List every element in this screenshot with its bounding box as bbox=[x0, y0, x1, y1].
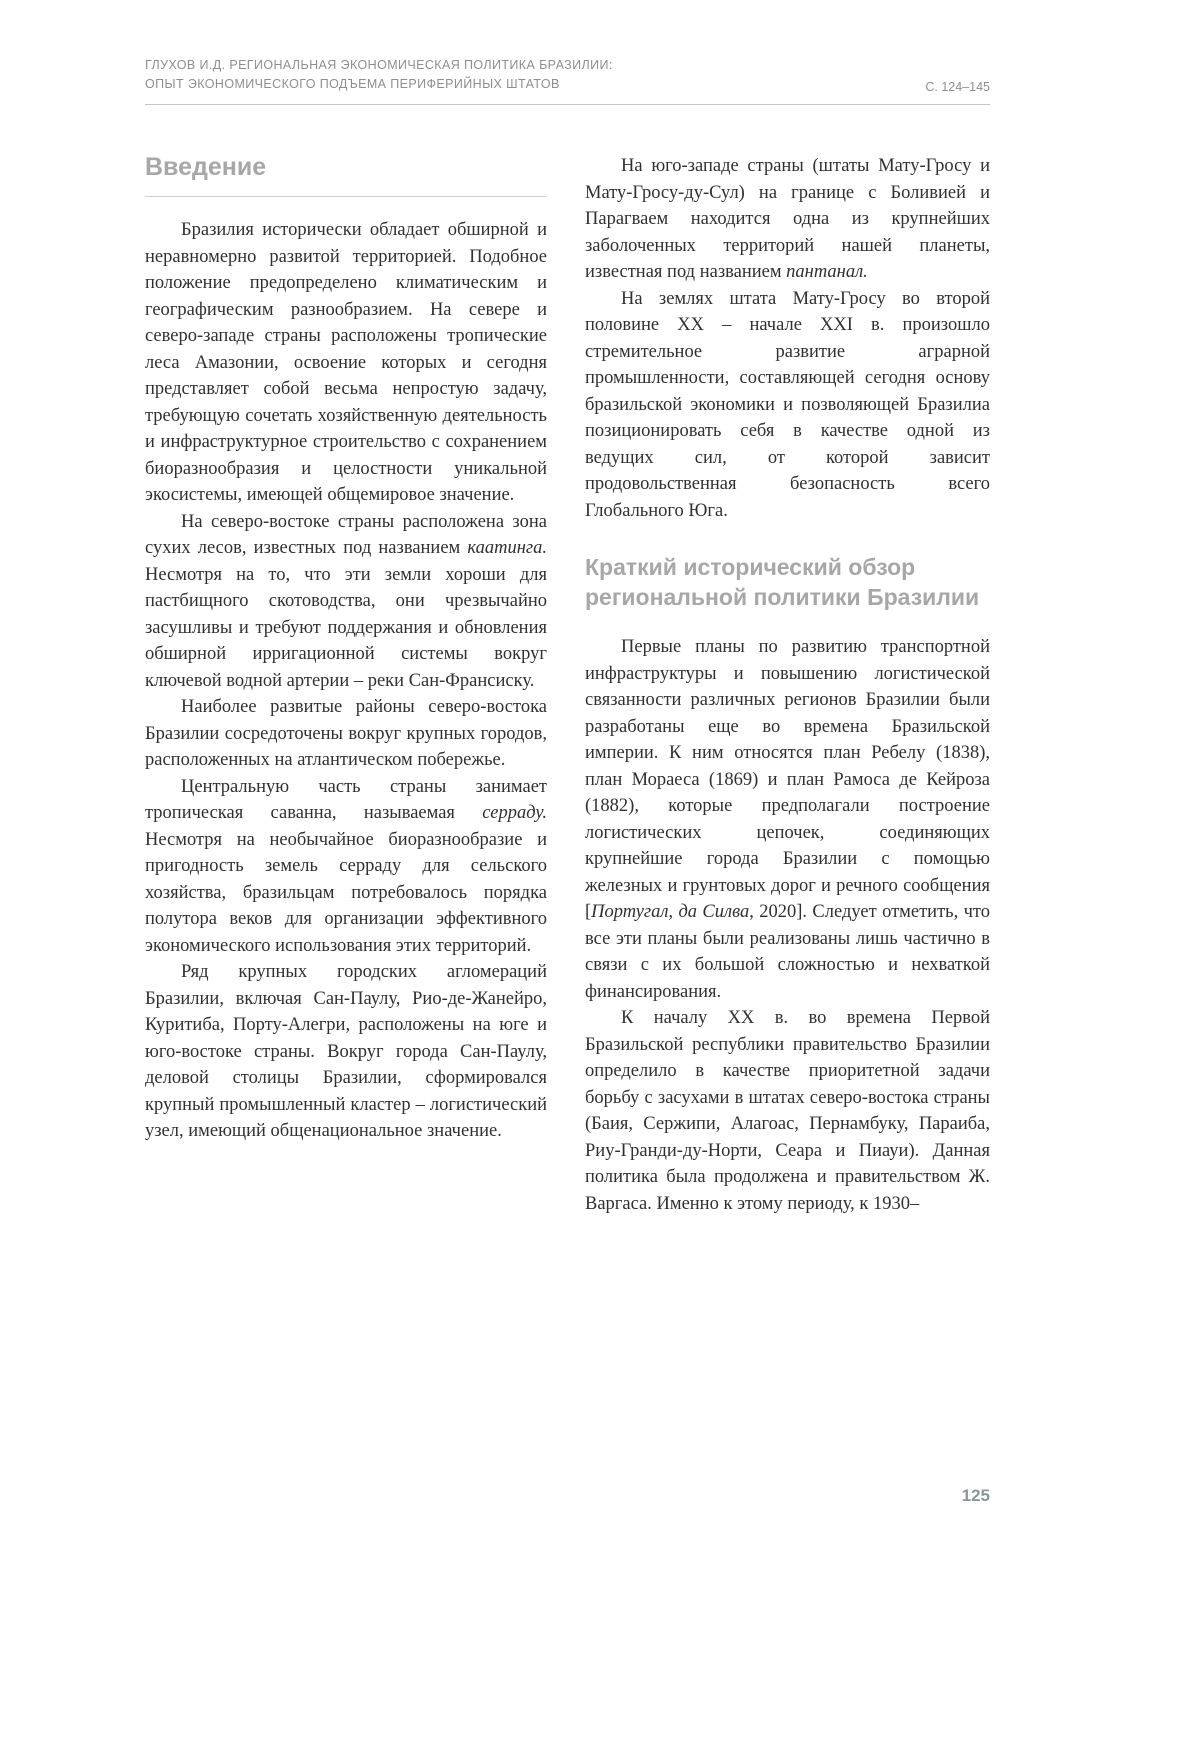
header-rule bbox=[145, 104, 990, 105]
running-title-line2: ОПЫТ ЭКОНОМИЧЕСКОГО ПОДЪЕМА ПЕРИФЕРИЙНЫХ ШТАТОВ bbox=[145, 77, 560, 91]
two-column-body bbox=[145, 153, 990, 1217]
running-title bbox=[145, 56, 613, 94]
column-left bbox=[145, 153, 547, 1217]
running-title-line1: ГЛУХОВ И.Д. РЕГИОНАЛЬНАЯ ЭКОНОМИЧЕСКАЯ ПОЛИТИКА БРАЗИЛИИ: bbox=[145, 58, 613, 72]
paragraph: Центральную часть страны занимает тропическая саванна, называемая серраду. Несмотря на необычайное биоразнообразие и пригодность земель серраду для сельского хозяйства, бразильцам потребовалось порядка полутора веков для организации эффективного экономического использования этих территорий. bbox=[145, 776, 547, 956]
paragraph: На юго-западе страны (штаты Мату-Гросу и Мату-Гросу-ду-Сул) на границе с Боливией и Парагваем находится одна из крупнейших заболоченных территорий нашей планеты, известная под названием пантанал. bbox=[585, 156, 990, 282]
paragraph: Наиболее развитые районы северо-востока Бразилии сосредоточены вокруг крупных городов, расположенных на атлантическом побережье. bbox=[145, 697, 547, 770]
paragraph: Первые планы по развитию транспортной инфраструктуры и повышению логистической связанности различных регионов Бразилии были разработаны еще во времена Бразильской империи. К ним относятся план Ребелу (1838), план Мораеса (1869) и план Рамоса де Кейроза (1882), которые предполагали построение логистических цепочек, соединяющих крупнейшие города Бразилии с помощью железных и грунтовых дорог и речного сообщения [Португал, да Силва, 2020]. Следует отметить, что все эти планы были реализованы лишь частично в связи с их большой сложностью и нехваткой финансирования. bbox=[585, 637, 990, 1002]
page-range: С. 124–145 bbox=[925, 80, 990, 94]
paragraph: На землях штата Мату-Гросу во второй половине XX – начале XXI в. произошло стремительное развитие аграрной промышленности, составляющей сегодня основу бразильской экономики и позволяющей Бразилиа позиционировать себя в качестве одной из ведущих сил, от которой зависит продовольственная безопасность всего Глобального Юга. bbox=[585, 288, 990, 521]
paragraph: К началу XX в. во времена Первой Бразильской республики правительство Бразилии определило в качестве приоритетной задачи борьбу с засухами в штатах северо-востока страны (Баия, Сержипи, Алагоас, Пернамбуку, Параиба, Риу-Гранди-ду-Норти, Сеара и Пиауи). Данная политика была продолжена и правительством Ж. Варгаса. Именно к этому периоду, к 1930– bbox=[585, 1008, 990, 1214]
paragraph: Ряд крупных городских агломераций Бразилии, включая Сан-Паулу, Рио-де-Жанейро, Куритиба, Порту-Алегри, расположены на юге и юго-востоке страны. Вокруг города Сан-Паулу, деловой столицы Бразилии, сформировался крупный промышленный кластер – логистический узел, имеющий общенациональное значение. bbox=[145, 962, 547, 1141]
column-right bbox=[585, 153, 990, 1217]
page-number: 125 bbox=[961, 1486, 990, 1505]
section-heading: Краткий исторический обзор региональной политики Бразилии bbox=[585, 554, 980, 610]
paragraph: Бразилия исторически обладает обширной и неравномерно развитой территорией. Подобное положение предопределено климатическим и географическим разнообразием. На севере и северо-западе страны расположены тропические леса Амазонии, освоение которых и сегодня представляет собой весьма непростую задачу, требующую сочетать хозяйственную деятельность и инфраструктурное строительство с сохранением биоразнообразия и целостности уникальной экосистемы, имеющей общемировое значение. bbox=[145, 220, 547, 505]
intro-heading: Введение bbox=[145, 153, 547, 197]
page-header bbox=[145, 56, 990, 94]
paragraph: На северо-востоке страны расположена зона сухих лесов, известных под названием каатинга. Несмотря на то, что эти земли хороши для пастбищного скотоводства, они чрезвычайно засушливы и требуют поддержания и обновления обширной ирригационной системы вокруг ключевой водной артерии – реки Сан-Франсиску. bbox=[145, 511, 547, 691]
